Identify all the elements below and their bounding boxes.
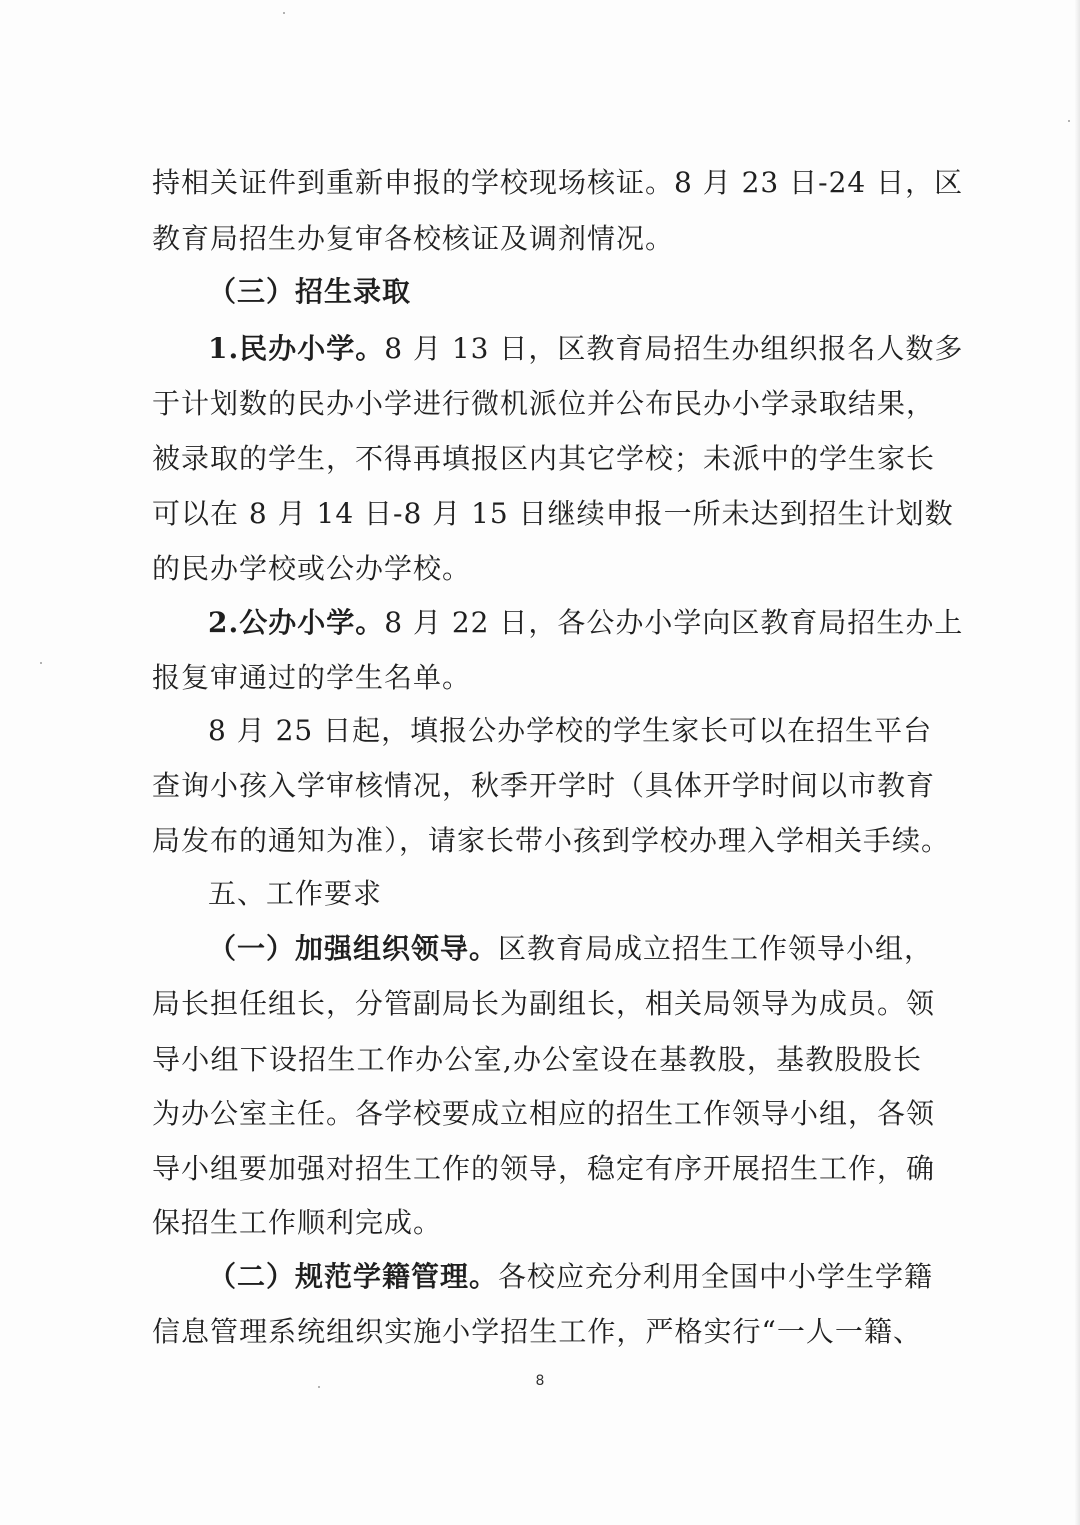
scan-speck — [283, 12, 285, 14]
body-text-line — [152, 494, 954, 534]
text-run: 区教育局成立招生工作领导小组， — [498, 932, 934, 965]
text-run: 8 月 25 日起，填报公办学校的学生家长可以在招生平台 — [208, 714, 933, 747]
text-run: 为办公室主任。各学校要成立相应的招生工作领导小组，各领 — [152, 1097, 936, 1130]
text-run: 保招生工作顺利完成。 — [152, 1206, 443, 1239]
body-text-line — [152, 384, 936, 424]
scan-speck — [1068, 120, 1070, 122]
body-text-line — [152, 984, 936, 1024]
text-run: 的民办学校或公办学校。 — [152, 552, 472, 585]
text-run: 导小组要加强对招生工作的领导，稳定有序开展招生工作，确 — [152, 1152, 936, 1185]
body-text-line — [208, 711, 933, 751]
body-text-line — [152, 1312, 922, 1352]
body-text-line — [152, 549, 922, 589]
inline-heading: 1.民办小学。 — [208, 332, 385, 365]
body-text-line — [208, 1257, 934, 1297]
text-run: 教育局招生办复审各校核证及调剂情况。 — [152, 222, 675, 255]
scan-speck — [40, 662, 42, 664]
body-text-line — [152, 1203, 922, 1243]
text-run: 查询小孩入学审核情况，秋季开学时（具体开学时间以市教育 — [152, 769, 936, 802]
scan-speck — [318, 1386, 320, 1388]
text-run: 可以在 8 月 14 日-8 月 15 日继续申报一所未达到招生计划数 — [152, 497, 954, 530]
text-run: 五、工作要求 — [208, 877, 383, 910]
body-text-line — [152, 163, 964, 203]
text-run: 各校应充分利用全国中小学生学籍 — [498, 1260, 934, 1293]
body-text-line — [208, 603, 964, 643]
body-text-line — [152, 1040, 922, 1080]
body-text-line — [152, 821, 951, 861]
body-text-line — [152, 1094, 936, 1134]
body-text-line — [152, 766, 936, 806]
text-run: 信息管理系统组织实施小学招生工作，严格实行“一人一籍、 — [152, 1315, 922, 1348]
text-run: 被录取的学生，不得再填报区内其它学校；未派中的学生家长 — [152, 442, 936, 475]
body-text-line — [152, 219, 922, 259]
inline-heading: （二）规范学籍管理。 — [208, 1260, 499, 1293]
body-text-line — [152, 658, 922, 698]
text-run: 8 月 13 日，区教育局招生办组织报名人数多 — [384, 332, 964, 365]
text-run: 8 月 22 日，各公办小学向区教育局招生办上 — [384, 606, 964, 639]
text-run: 局发布的通知为准），请家长带小孩到学校办理入学相关手续。 — [152, 824, 951, 857]
scan-edge-shadow — [1074, 0, 1080, 1525]
text-run: 持相关证件到重新申报的学校现场核证。8 月 23 日-24 日，区 — [152, 166, 964, 199]
inline-heading: 2.公办小学。 — [208, 606, 385, 639]
body-text-line — [152, 1149, 936, 1189]
inline-heading: （一）加强组织领导。 — [208, 932, 499, 965]
body-text-line — [208, 929, 934, 969]
text-run: 于计划数的民办小学进行微机派位并公布民办小学录取结果， — [152, 387, 936, 420]
page-number: 8 — [535, 1373, 545, 1389]
section-subheading — [208, 272, 922, 312]
body-text-line — [208, 329, 964, 369]
body-text-line — [152, 439, 936, 479]
text-run: 导小组下设招生工作办公室,办公室设在基教股，基教股股长 — [152, 1043, 922, 1076]
text-run: （三）招生录取 — [208, 275, 412, 308]
text-run: 报复审通过的学生名单。 — [152, 661, 472, 694]
section-heading — [208, 874, 922, 914]
text-run: 局长担任组长，分管副局长为副组长，相关局领导为成员。领 — [152, 987, 936, 1020]
